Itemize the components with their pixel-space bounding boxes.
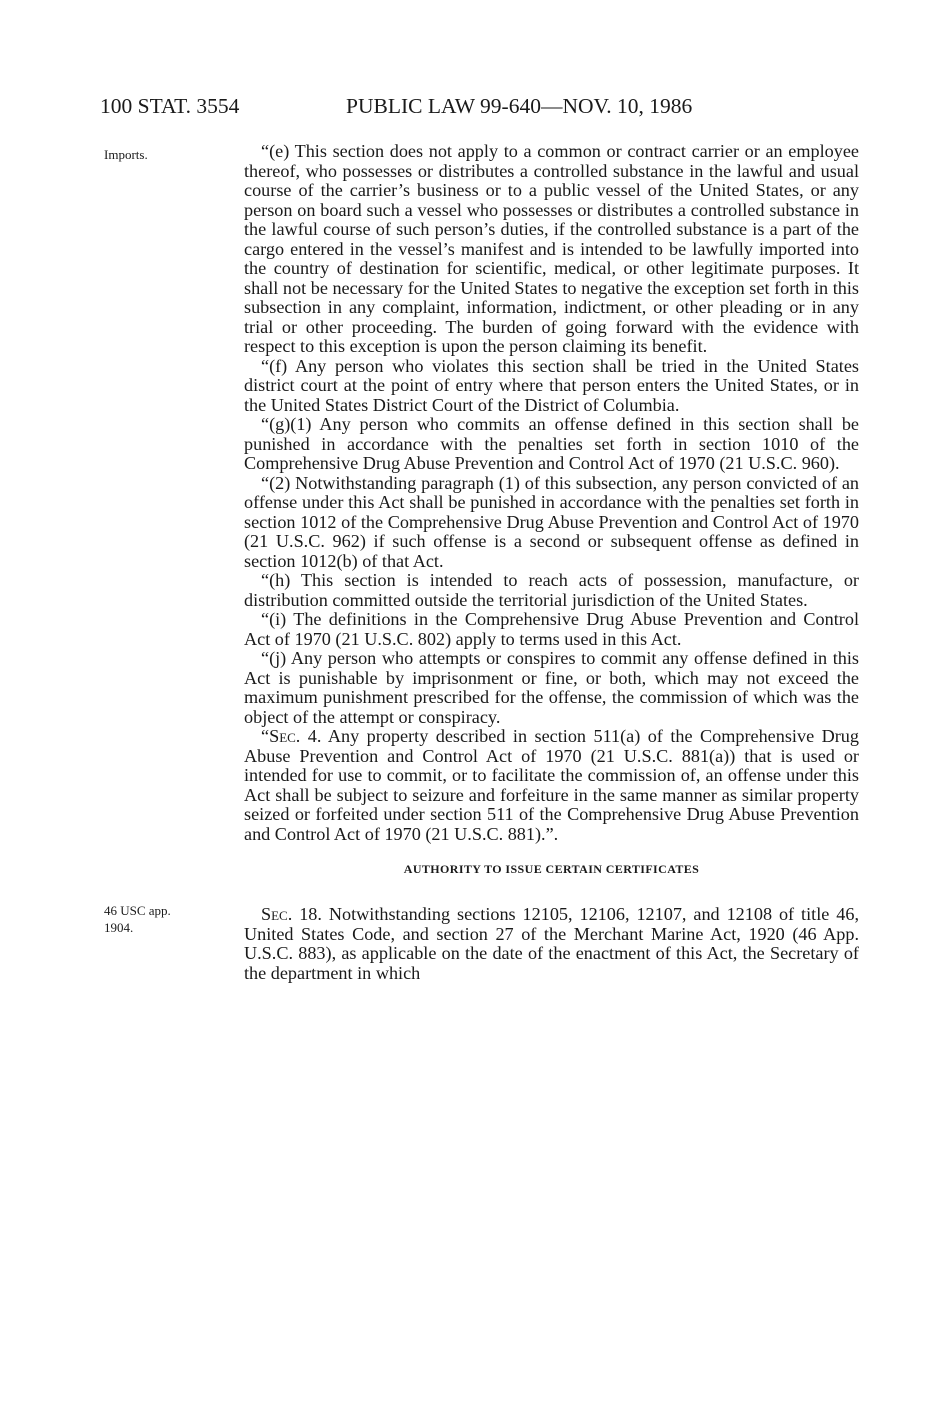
paragraph-f: “(f) Any person who violates this section shall be tried in the United States district court at the point of entry where that person enters the United States, or in the United States District Court of the District of Columbia. [244,355,859,415]
margin-note-usc-line1: 46 USC app. [104,903,171,918]
sec18-label: Sec. 18. [261,904,322,924]
sec4-label: “Sec. 4. [261,726,322,746]
body-text [244,142,859,983]
margin-note-usc-line2: 1904. [104,920,134,935]
stat-page-number: 100 STAT. 3554 [100,94,240,118]
sec18-text: Notwithstanding sections 12105, 12106, 12107, and 12108 of title 46, United States Code, and section 27 of the Merchant Marine Act, 1920 (46 App. U.S.C. 883), as applicable on the date of the enactment of this Act, the Secretary of the department in which [244,904,859,983]
paragraph-g2: “(2) Notwithstanding paragraph (1) of this subsection, any person convicted of an offense under this Act shall be punished in accordance with the penalties set forth in section 1012 of the Comprehensive Drug Abuse Prevention and Control Act of 1970 (21 U.S.C. 962) if such offense is a second or subsequent offense as defined in section 1012(b) of that Act. [244,472,859,571]
paragraph-g1: “(g)(1) Any person who commits an offense defined in this section shall be punished in accordance with the penalties set forth in section 1010 of the Comprehensive Drug Abuse Prevention and Control Act of 1970 (21 U.S.C. 960). [244,414,859,473]
paragraph-e: “(e) This section does not apply to a common or contract carrier or an employee thereof, who possesses or distributes a controlled substance in the lawful and usual course of the carrier’s business or to a public vessel of the United States, or any person on board such a vessel who possesses or distributes a controlled substance in the lawful course of such person’s duties, if the controlled substance is a part of the cargo entered in the vessel’s manifest and is intended to be lawfully imported into the country of destination for scientific, medical, or other legitimate purposes. It shall not be necessary for the United States to negative the exception set forth in this subsection in any complaint, information, indictment, or other pleading or in any trial or other proceeding. The burden of going forward with the evidence with respect to this exception is upon the person claiming its benefit. [244,141,859,356]
margin-note-usc [104,902,171,936]
section-heading: AUTHORITY TO ISSUE CERTAIN CERTIFICATES [403,862,700,876]
paragraph-sec4 [244,727,859,844]
paragraph-j: “(j) Any person who attempts or conspires to commit any offense defined in this Act is punishable by imprisonment or fine, or both, which may not exceed the maximum punishment prescribed for the offense, the commission of which was the object of the attempt or conspiracy. [244,648,859,727]
paragraph-h: “(h) This section is intended to reach acts of possession, manufacture, or distribution committed outside the territorial jurisdiction of the United States. [244,570,859,610]
margin-note-imports: Imports. [104,147,148,162]
paragraph-i: “(i) The definitions in the Comprehensive Drug Abuse Prevention and Control Act of 1970 (21 U.S.C. 802) apply to terms used in this Act. [244,609,859,649]
paragraph-sec18 [244,905,859,983]
sec4-text: Any property described in section 511(a) of the Comprehensive Drug Abuse Prevention and Control Act of 1970 (21 U.S.C. 881(a)) that is used or intended for use to commit, or to facilitate the commission of, an offense under this Act shall be subject to seizure and forfeiture in the same manner as similar property seized or forfeited under section 511 of the Comprehensive Drug Abuse Prevention and Control Act of 1970 (21 U.S.C. 881).”. [244,726,859,844]
public-law-title: PUBLIC LAW 99-640—NOV. 10, 1986 [346,94,693,118]
